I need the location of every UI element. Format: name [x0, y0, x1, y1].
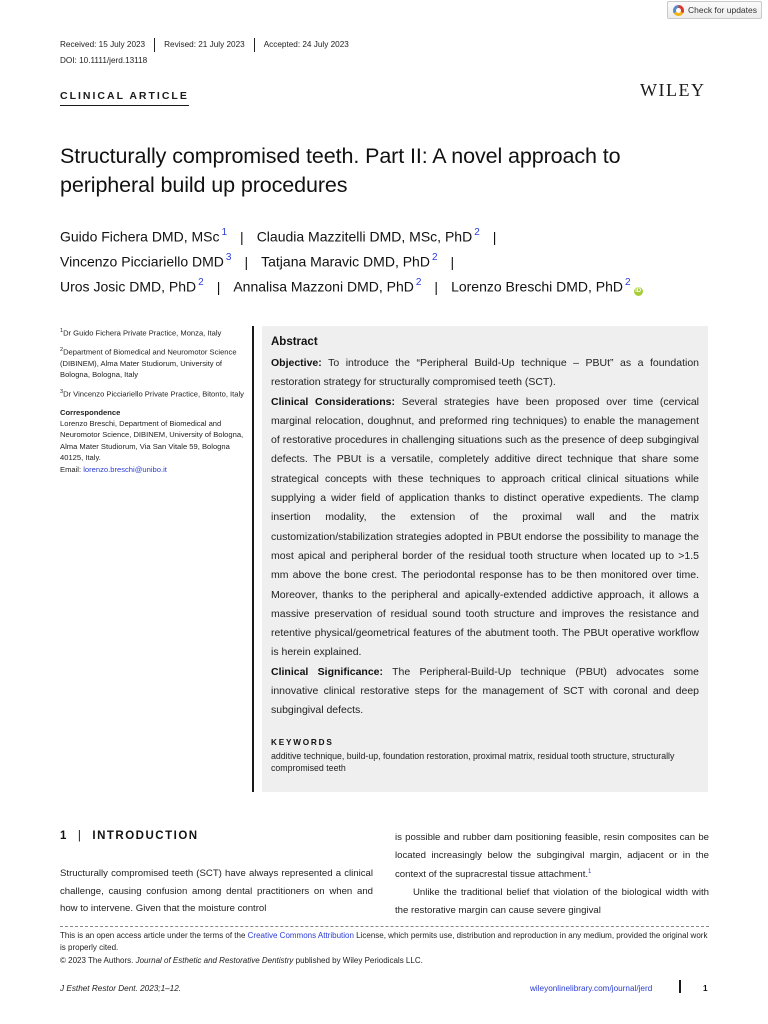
- abstract-box: [262, 326, 708, 792]
- column-divider: [252, 326, 254, 792]
- abstract-clinical-significance: Clinical Significance: The Peripheral-Build-Up technique (PBUt) advocates some innovative clinical restorative steps for the management of SCT with coronal and deep subgingival defects.: [271, 665, 699, 717]
- section-heading: 1 | INTRODUCTION: [60, 830, 199, 842]
- reference-link[interactable]: 1: [588, 869, 592, 876]
- affiliations: [60, 326, 245, 475]
- abstract-objective: Objective: To introduce the “Peripheral Build-Up technique – PBUt” as a foundation restoration strategy for structurally compromised teeth (SCT).: [271, 357, 699, 389]
- author-list: [60, 228, 740, 303]
- author-name[interactable]: Vincenzo Picciariello DMD $^3$: [60, 252, 232, 270]
- license-link[interactable]: Creative Commons Attribution: [247, 931, 354, 940]
- article-history: [60, 39, 358, 52]
- abstract-clinical-considerations: Clinical Considerations: Several strategies have been proposed over time (cervical marginal relocation, doughnut, and preformed ring techniques) to enable the management of restorative procedures in challenging situations such as the presence of deep subgingival defects. The PBUt is a versatile, completely additive direct technique that share some strategical concepts with these techniques to approach critical clinical situations while supplying a wider field of application thanks to distinct operative expedients. The clamp insertion modality, the extension of the proximal wall and the matrix customization/stabilization strategies adopted in PBUt endorse the possibility to manage the most apical and peripheral border of the residual tooth structure when located up to >1.5 mm above the bone crest. The periodontal response has to be then monitored over time. Moreover, thanks to the peripheral and apically-extended addictive approach, it allows a massive preservation of residual sound tooth structure and improves the resistance and retentive physical/geometrical features of the abutment tooth. The PBUt operative workflow is herein explained.: [271, 395, 699, 659]
- check-for-updates-button[interactable]: [667, 1, 762, 19]
- author-line: [60, 253, 740, 278]
- accepted-date: Accepted: 24 July 2023: [254, 38, 358, 52]
- check-for-updates-label: Check for updates: [688, 5, 757, 15]
- doi: DOI: 10.1111/jerd.13118: [60, 56, 148, 65]
- affiliation-item: $^2$Department of Biomedical and Neuromotor Science (DIBINEM), Alma Mater Studiorum, University of Bologna, Bologna, Italy: [60, 346, 237, 380]
- correspondence-email-link[interactable]: lorenzo.breschi@unibo.it: [83, 464, 167, 474]
- correspondence-heading: Correspondence: [60, 407, 121, 417]
- author-name[interactable]: Uros Josic DMD, PhD $^2$: [60, 277, 204, 295]
- keywords-list: additive technique, build-up, foundation restoration, proximal matrix, residual tooth structure, structurally compromised teeth: [271, 750, 675, 774]
- article-title: Structurally compromised teeth. Part II: A novel approach to peripheral build up procedures: [60, 144, 621, 197]
- affiliation-item: $^1$Dr Guido Fichera Private Practice, Monza, Italy: [60, 328, 222, 338]
- author-name[interactable]: Claudia Mazzitelli DMD, MSc, PhD $^2$: [256, 227, 480, 245]
- correspondence-text: Lorenzo Breschi, Department of Biomedical and Neuromotor Science, DIBINEM, University of Bologna, Alma Mater Studiorum, Via San Vitale 59, Bologna 40125, Italy. Email: lorenzo.breschi@unibo.it: [60, 419, 244, 474]
- author-name[interactable]: Tatjana Maravic DMD, PhD $^2$: [261, 252, 438, 270]
- journal-url-link[interactable]: wileyonlinelibrary.com/journal/jerd: [530, 984, 653, 993]
- keywords-heading: KEYWORDS: [271, 737, 334, 747]
- author-separator: |: [244, 253, 249, 270]
- orcid-icon[interactable]: iD: [635, 287, 642, 294]
- journal-citation: J Esthet Restor Dent. 2023;1–12.: [60, 984, 182, 993]
- received-date: Received: 15 July 2023: [60, 40, 146, 49]
- abstract-heading: Abstract: [271, 336, 318, 348]
- author-name[interactable]: Annalisa Mazzoni DMD, PhD $^2$: [233, 277, 422, 295]
- intro-right-column: is possible and rubber dam positioning feasible, resin composites can be located increasingly below the subgingival margin, adjacent or in the context of the supracrestal tissue attachment.$^1$ Unlike the traditional belief that violation of the biological width with the restorative margin can cause severe gingival: [395, 832, 709, 916]
- footnote-divider: [60, 926, 709, 927]
- page-number: 1: [703, 984, 708, 993]
- author-separator: |: [240, 228, 244, 245]
- affiliation-item: $^3$Dr Vincenzo Picciariello Private Practice, Bitonto, Italy: [60, 388, 244, 399]
- publisher-logo: WILEY: [640, 80, 706, 100]
- crossmark-icon: [673, 5, 684, 16]
- author-separator: |: [216, 278, 221, 295]
- intro-left-column: Structurally compromised teeth (SCT) have always represented a clinical challenge, causing confusion among dental practitioners on when and how to intervene. Given that the moisture control: [60, 868, 373, 915]
- revised-date: Revised: 21 July 2023: [154, 38, 254, 52]
- author-separator: |: [434, 278, 439, 295]
- author-name[interactable]: Lorenzo Breschi DMD, PhD $^2$: [451, 277, 631, 295]
- author-name[interactable]: Guido Fichera DMD, MSc $^1$: [60, 227, 228, 245]
- article-category: CLINICAL ARTICLE: [60, 90, 189, 106]
- author-separator: |: [450, 253, 455, 270]
- author-line: [60, 278, 740, 303]
- footer-divider: [679, 980, 681, 993]
- author-separator: |: [492, 228, 497, 245]
- open-access-notice: This is an open access article under the terms of the Creative Commons Attribution License, which permits use, distribution and reproduction in any medium, provided the original work is properly cited. © 2023 The Authors. Journal of Esthetic and Restorative Dentistry published by Wiley Periodicals LLC.: [60, 931, 708, 965]
- author-line: [60, 228, 740, 253]
